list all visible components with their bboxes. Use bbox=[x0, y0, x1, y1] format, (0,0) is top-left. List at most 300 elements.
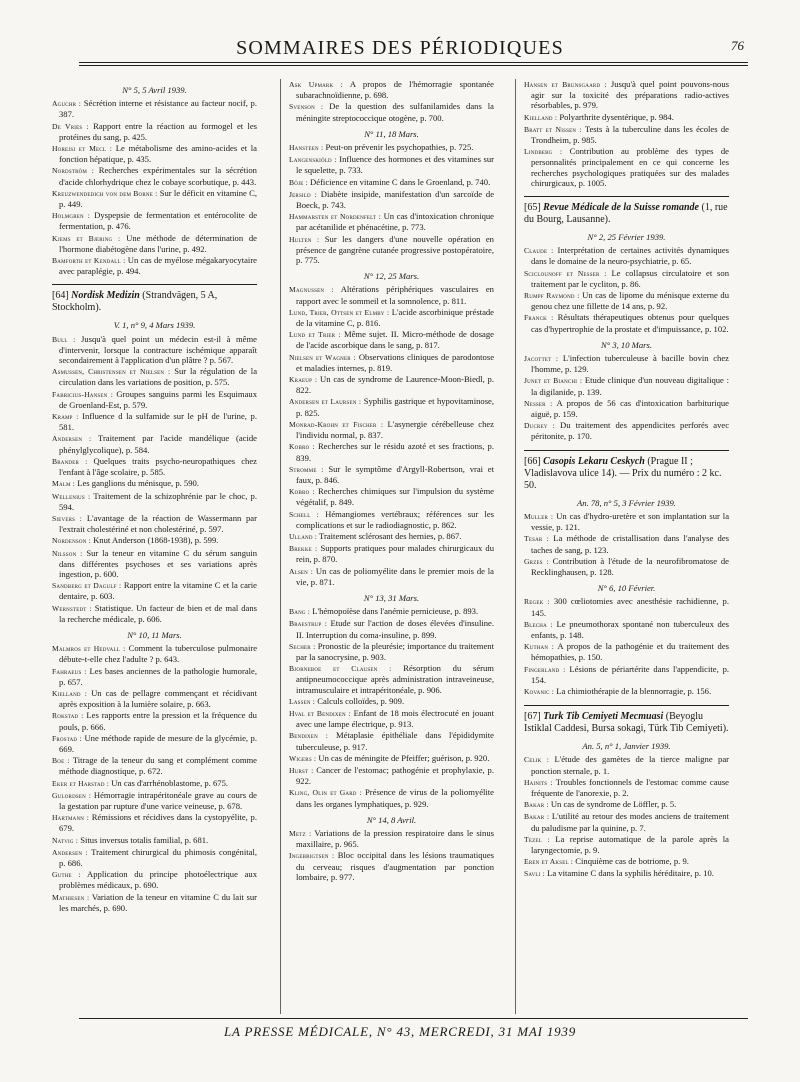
article-authors: Savli : bbox=[524, 869, 545, 879]
article-entry bbox=[52, 478, 257, 489]
article-authors: Kjems et Bjering : bbox=[52, 233, 121, 243]
article-entry bbox=[289, 641, 494, 662]
article-authors: Sciclounoff et Nesser : bbox=[524, 268, 607, 278]
article-entry bbox=[524, 146, 729, 188]
article-authors: Gulordsen : bbox=[52, 790, 92, 800]
article-entry bbox=[52, 666, 257, 687]
article-authors: Bratt et Nissen : bbox=[524, 124, 582, 134]
article-title: Statistique. Un facteur de bien et de mal dans la recherche médicale, p. 606. bbox=[59, 602, 257, 624]
column-divider bbox=[280, 79, 281, 1014]
article-entry bbox=[52, 548, 257, 580]
article-title: Cinquième cas de botriome, p. 9. bbox=[575, 856, 689, 867]
issue-heading: N° 14, 8 Avril. bbox=[366, 814, 417, 825]
column-2 bbox=[289, 79, 494, 1014]
article-entry bbox=[52, 165, 257, 186]
article-authors: Kielland : bbox=[52, 688, 88, 698]
article-entry bbox=[52, 389, 257, 410]
article-authors: Nordenson : bbox=[52, 536, 91, 546]
article-title: Contribution à l'étude de la neurofibromatose de Recklinghausen, p. 128. bbox=[531, 555, 729, 577]
article-authors: Celik : bbox=[524, 755, 550, 765]
article-authors: Jacottet : bbox=[524, 354, 559, 364]
article-title: Un cas d'intoxication chronique par acétanilide et phénacétine, p. 773. bbox=[296, 211, 494, 233]
page-title: SOMMAIRES DES PÉRIODIQUES bbox=[236, 37, 564, 59]
article-title: Rémissions et récidives dans la cystopyélite, p. 679. bbox=[59, 812, 257, 834]
article-title: Présence de virus de la poliomyélite dans les organes lymphatiques, p. 929. bbox=[296, 787, 494, 809]
article-entry bbox=[524, 79, 729, 111]
article-authors: Kielland : bbox=[524, 112, 558, 122]
article-authors: Eren et Aksel : bbox=[524, 857, 574, 867]
article-entry bbox=[289, 329, 494, 350]
article-authors: Böje : bbox=[289, 177, 308, 187]
article-title: Le collapsus circulatoire et son traitement par le cycliton, p. 86. bbox=[531, 267, 729, 289]
article-entry bbox=[524, 375, 729, 396]
article-title: Bloc occipital dans les lésions traumatiques du cerveau; risques d'augmentation par ponction lombaire, p. 977. bbox=[296, 850, 494, 882]
article-entry bbox=[52, 334, 257, 366]
article-title: Recherches sur le résidu azoté et ses fractions, p. 839. bbox=[296, 441, 494, 463]
article-title: Sur le symptôme d'Argyll-Robertson, vrai et faux, p. 846. bbox=[296, 463, 494, 485]
article-authors: Junet et Bianchi : bbox=[524, 376, 583, 386]
article-authors: Schell : bbox=[289, 509, 319, 519]
article-title: Rapport entre la réaction au formogel et les protéines du sang, p. 425. bbox=[59, 120, 257, 142]
article-authors: Fabricius-Hansen : bbox=[52, 389, 114, 399]
article-title: La vitamine C dans la syphilis héréditaire, p. 10. bbox=[547, 868, 714, 879]
article-title: 300 cœliotomies avec anesthésie rachidienne, p. 145. bbox=[531, 596, 729, 618]
article-authors: Horejsi et Mecl : bbox=[52, 144, 113, 154]
article-title: Un cas de méningite de Pfeiffer; guérison, p. 920. bbox=[318, 752, 490, 763]
article-authors: Wigers : bbox=[289, 753, 317, 763]
issue-heading: V. 1, n° 9, 4 Mars 1939. bbox=[113, 320, 196, 331]
article-entry bbox=[289, 606, 494, 617]
article-authors: Bakar : bbox=[524, 812, 550, 822]
article-title: L'utilité au retour des modes anciens de traitement du paludisme par la quinine, p. 7. bbox=[531, 811, 729, 833]
article-entry bbox=[524, 112, 729, 123]
column-3 bbox=[524, 79, 729, 1014]
article-authors: Regek : bbox=[524, 597, 550, 607]
journal-name: Casopis Lekaru Ceskych bbox=[543, 455, 645, 467]
article-authors: Grzes : bbox=[524, 556, 549, 566]
article-entry bbox=[289, 618, 494, 639]
article-authors: Hansteen : bbox=[289, 143, 324, 153]
article-entry bbox=[289, 142, 494, 153]
article-authors: Rumpf Raymond : bbox=[524, 291, 580, 301]
article-title: Interprétation de certaines activités dynamiques dans le domaine de la neuro-psychiatrie, p. 65. bbox=[531, 245, 729, 267]
article-title: Les bases anciennes de la pathologie humorale, p. 657. bbox=[59, 665, 257, 687]
article-authors: Asmussen, Christensen et Nielsen : bbox=[52, 367, 171, 377]
article-title: Résorption du sérum antipneumococcique après administration intraveineuse, intramusculaire et intrapéritonéale, p. 906. bbox=[296, 663, 494, 695]
article-authors: Kling, Olin et Gard : bbox=[289, 788, 362, 798]
article-authors: Nesser : bbox=[524, 398, 553, 408]
article-entry bbox=[52, 98, 257, 119]
article-authors: Boe : bbox=[52, 756, 70, 766]
article-title: Le pneumothorax spontané non tuberculeux des enfants, p. 148. bbox=[531, 618, 729, 640]
article-entry bbox=[52, 143, 257, 164]
article-entry bbox=[52, 755, 257, 776]
article-title: Peut-on prévenir les psychopathies, p. 725. bbox=[325, 142, 474, 153]
journal-address: (Beyoglu Istiklal Caddesi, Bursa sokagi, Türk Tib Cemiyeti). bbox=[524, 711, 729, 735]
article-entry bbox=[52, 710, 257, 731]
article-title: Un cas de pellagre commençant et récidivant après exposition à la lumière solaire, p. 663. bbox=[59, 687, 257, 710]
article-title: Un cas de poliomyélite dans le premier mois de la vie, p. 871. bbox=[296, 565, 494, 587]
article-title: Groupes sanguins parmi les Esquimaux de Groenland-Est, p. 579. bbox=[59, 388, 257, 410]
article-authors: Bakar : bbox=[524, 800, 549, 810]
article-entry bbox=[52, 790, 257, 811]
article-entry bbox=[289, 419, 494, 440]
article-entry bbox=[524, 834, 729, 855]
article-authors: Langenskiöld : bbox=[289, 155, 337, 165]
journal-number: [65] bbox=[524, 202, 541, 214]
article-title: L'avantage de la réaction de Wassermann par l'extrait cholestériné et non cholestériné, p. 597. bbox=[59, 512, 257, 535]
article-title: Traitement par l'acide mandélique (acide phénylglycolique), p. 584. bbox=[59, 433, 257, 455]
article-entry bbox=[52, 778, 257, 789]
page-footer: LA PRESSE MÉDICALE, N° 43, MERCREDI, 31 MAI 1939 bbox=[223, 1024, 577, 1039]
article-title: L'acide ascorbinique préstade de la vitamine C, p. 816. bbox=[296, 306, 494, 329]
article-entry bbox=[289, 284, 494, 305]
journal-heading bbox=[524, 196, 729, 226]
article-entry bbox=[289, 177, 494, 188]
article-title: Métaplasie épithéliale dans l'épididymite tuberculeuse, p. 917. bbox=[296, 730, 494, 752]
issue-heading: N° 2, 25 Février 1939. bbox=[587, 232, 666, 243]
article-entry bbox=[524, 245, 729, 266]
article-authors: Kraeup : bbox=[289, 375, 318, 385]
article-authors: Lindberg : bbox=[524, 147, 563, 157]
article-entry bbox=[524, 641, 729, 662]
article-authors: Eker et Harstad : bbox=[52, 778, 110, 788]
article-authors: Kramp : bbox=[52, 412, 79, 422]
article-entry bbox=[289, 396, 494, 417]
article-authors: Tezel : bbox=[524, 834, 550, 844]
article-title: Jusqu'à quel point un médecin est-il à même d'intervenir, lorsque la contracture ischémique apparaît secondairement à l'application d'un plâtre ? p. 567. bbox=[59, 333, 257, 366]
article-authors: Malmros et Hedvall : bbox=[52, 644, 126, 654]
article-title: Diabète insipide, manifestation d'un sarcoïde de Boeck, p. 743. bbox=[296, 188, 494, 211]
article-authors: Blecha : bbox=[524, 619, 553, 629]
article-entry bbox=[524, 533, 729, 554]
article-authors: Guthe : bbox=[52, 870, 81, 880]
article-entry bbox=[289, 765, 494, 786]
article-entry bbox=[52, 892, 257, 913]
article-entry bbox=[524, 799, 729, 810]
article-title: Troubles fonctionnels de l'estomac comme cause fréquente de l'anorexie, p. 2. bbox=[531, 776, 729, 798]
issue-heading: N° 11, 18 Mars. bbox=[364, 128, 419, 139]
article-authors: Franck : bbox=[524, 313, 554, 323]
article-authors: Magnussen : bbox=[289, 285, 334, 295]
article-entry bbox=[524, 556, 729, 577]
article-entry bbox=[289, 189, 494, 210]
article-title: Syphilis gastrique et hypovitaminose, p. 825. bbox=[296, 396, 494, 418]
article-title: Hémangiomes vertébraux; références sur les complications et sur le radiodiagnostic, p. 862. bbox=[296, 508, 494, 530]
article-authors: Svenson : bbox=[289, 102, 324, 112]
article-title: Influence d la sulfamide sur le pH de l'urine, p. 581. bbox=[59, 411, 257, 433]
article-entry bbox=[52, 535, 257, 546]
article-title: Variation de la teneur en vitamine C du lait sur les marchés, p. 690. bbox=[59, 891, 257, 913]
article-entry bbox=[289, 730, 494, 751]
article-entry bbox=[52, 643, 257, 664]
article-entry bbox=[524, 124, 729, 145]
article-title: Une méthode rapide de mesure de la glycémie, p. 669. bbox=[59, 732, 257, 754]
article-entry bbox=[52, 688, 257, 709]
article-title: Même sujet. II. Micro-méthode de dosage de l'acide ascorbique dans le sang, p. 817. bbox=[296, 329, 494, 351]
article-authors: Frostad : bbox=[52, 733, 82, 743]
article-title: Un cas de syndrome de Löffler, p. 5. bbox=[550, 799, 677, 810]
article-authors: Tesar : bbox=[524, 534, 549, 544]
article-authors: Brander : bbox=[52, 456, 88, 466]
article-authors: Rokstad : bbox=[52, 711, 84, 721]
article-authors: Natvig : bbox=[52, 835, 79, 845]
article-title: Variations de la pression respiratoire dans le sinus maxillaire, p. 965. bbox=[296, 828, 494, 850]
article-authors: Kobro : bbox=[289, 487, 315, 497]
article-authors: Fahraeus : bbox=[52, 666, 87, 676]
article-entry bbox=[289, 464, 494, 485]
article-entry bbox=[52, 411, 257, 432]
article-authors: Hartmann : bbox=[52, 813, 90, 823]
article-title: Un cas de myélose mégakaryocytaire avec paraplégie, p. 494. bbox=[59, 255, 257, 277]
article-entry bbox=[524, 511, 729, 532]
article-authors: Brekke : bbox=[289, 544, 318, 554]
article-title: Application du principe photoélectrique aux problèmes médicaux, p. 690. bbox=[59, 869, 257, 891]
article-authors: Kovanic : bbox=[524, 686, 555, 696]
article-entry bbox=[289, 374, 494, 395]
article-entry bbox=[52, 456, 257, 477]
article-title: Pronostic de la pleurésie; importance du traitement par la sanocrysine, p. 903. bbox=[296, 640, 494, 662]
article-authors: Secher : bbox=[289, 641, 316, 651]
article-title: Altérations périphériques vasculaires en rapport avec le sommeil et la somnolence, p. 811. bbox=[296, 284, 494, 306]
article-authors: Kobro : bbox=[289, 442, 315, 452]
journal-name: Nordisk Medizin bbox=[71, 290, 140, 302]
article-entry bbox=[524, 868, 729, 879]
article-authors: Kuthan : bbox=[524, 642, 555, 652]
article-title: A propos de la pathogénie et du traitement des hémopathies, p. 150. bbox=[531, 641, 729, 663]
article-title: Etude sur l'action de doses élevées d'insuline. II. Interruption du coma-insuline, p. 899. bbox=[296, 618, 494, 640]
article-entry bbox=[289, 543, 494, 564]
article-title: Sur les dangers d'une nouvelle opération en présence de gangrène cutanée progressive postopératoire, p. 775. bbox=[296, 233, 494, 266]
article-entry bbox=[52, 366, 257, 387]
article-authors: Metz : bbox=[289, 829, 312, 838]
issue-heading: N° 10, 11 Mars. bbox=[127, 629, 182, 640]
article-entry bbox=[289, 154, 494, 175]
journal-heading bbox=[524, 450, 729, 492]
article-entry bbox=[524, 754, 729, 775]
article-title: Comment la tuberculose pulmonaire débute-t-elle chez l'adulte ? p. 643. bbox=[59, 643, 257, 665]
page-number: 76 bbox=[731, 38, 744, 53]
article-entry bbox=[289, 850, 494, 882]
article-title: Etude clinique d'un nouveau digitalique : la digilanide, p. 139. bbox=[531, 375, 729, 397]
article-entry bbox=[289, 566, 494, 587]
article-entry bbox=[52, 513, 257, 534]
article-entry bbox=[289, 211, 494, 232]
journal-heading bbox=[524, 705, 729, 735]
article-title: A propos de l'hémorragie spontanée subarachnoïdienne, p. 698. bbox=[296, 79, 494, 101]
article-authors: Andersen : bbox=[52, 847, 88, 857]
article-entry bbox=[289, 441, 494, 462]
article-title: Le métabolisme des amino-acides et la fonction hépatique, p. 435. bbox=[59, 143, 257, 165]
article-entry bbox=[524, 290, 729, 311]
article-entry bbox=[289, 708, 494, 729]
article-title: Titrage de la teneur du sang et complément comme méthode diagnostique, p. 672. bbox=[59, 755, 257, 777]
issue-heading: N° 12, 25 Mars. bbox=[363, 271, 420, 282]
article-authors: Nilsson : bbox=[52, 548, 83, 558]
issue-heading: N° 5, 5 Avril 1939. bbox=[122, 85, 187, 95]
article-authors: Wernstedt : bbox=[52, 603, 92, 613]
article-authors: Hval et Bendixen : bbox=[289, 708, 351, 718]
article-authors: Jersild : bbox=[289, 189, 317, 199]
article-entry bbox=[524, 268, 729, 289]
article-entry bbox=[524, 777, 729, 798]
issue-heading: N° 3, 10 Mars. bbox=[601, 339, 652, 350]
article-entry bbox=[289, 663, 494, 695]
article-authors: Sievers : bbox=[52, 513, 83, 523]
article-authors: Nordström : bbox=[52, 166, 95, 176]
journal-address: (Strandvägen, 5 A, Stockholm). bbox=[52, 290, 218, 314]
article-entry bbox=[289, 486, 494, 507]
article-title: Traitement sclérosant des hernies, p. 867. bbox=[319, 530, 462, 541]
column-1 bbox=[52, 79, 257, 1014]
journal-heading bbox=[52, 284, 257, 314]
article-title: Jusqu'à quel point pouvons-nous agir sur la toxicité des préparations radio-actives résorbables, p. 979. bbox=[531, 79, 729, 111]
article-title: Enfant de 18 mois électrocuté en jouant avec une lampe électrique, p. 913. bbox=[296, 707, 494, 730]
article-authors: Ducrey : bbox=[524, 421, 555, 431]
article-entry bbox=[52, 121, 257, 142]
article-entry bbox=[52, 255, 257, 276]
article-entry bbox=[289, 234, 494, 266]
column-divider bbox=[515, 79, 516, 1014]
article-authors: Aguchr : bbox=[52, 99, 82, 109]
article-title: L'infection tuberculeuse à bacille bovin chez l'homme, p. 129. bbox=[531, 353, 729, 375]
article-entry bbox=[289, 787, 494, 808]
article-title: Recherches chimiques sur l'impulsion du système végétalif, p. 849. bbox=[296, 486, 494, 508]
article-title: Les ganglions du ménisque, p. 590. bbox=[77, 478, 199, 489]
journal-number: [64] bbox=[52, 290, 69, 302]
article-title: Un cas de syndrome de Laurence-Moon-Biedl, p. 822. bbox=[296, 374, 494, 396]
article-entry bbox=[289, 352, 494, 373]
article-authors: Hurst : bbox=[289, 765, 314, 775]
article-authors: Ulland : bbox=[289, 531, 318, 541]
article-authors: Claude : bbox=[524, 246, 554, 256]
article-title: Sur la teneur en vitamine C du sérum sanguin dans différentes psychoses et ses variations après ingestion, p. 600. bbox=[59, 547, 257, 579]
journal-number: [67] bbox=[524, 711, 541, 723]
article-authors: Braestrup : bbox=[289, 619, 328, 629]
article-authors: Stromme : bbox=[289, 464, 324, 474]
article-authors: De Vries : bbox=[52, 121, 89, 131]
article-title: Quelques traits psycho-neuropathiques chez l'enfant à l'âge scolaire, p. 585. bbox=[59, 455, 257, 478]
article-authors: Hainits : bbox=[524, 777, 553, 787]
article-entry bbox=[289, 753, 494, 764]
header-rule bbox=[79, 62, 748, 63]
article-authors: Fingerland : bbox=[524, 664, 566, 674]
journal-name: Revue Médicale de la Suisse romande bbox=[543, 202, 699, 214]
issue-heading: N° 13, 31 Mars. bbox=[363, 592, 420, 603]
article-entry bbox=[524, 619, 729, 640]
article-title: Contribution au problème des types de personnalités principalement en ce qui concerne les recherches psychologiques pratiquées sur des malades chirurgicaux, p. 1005. bbox=[531, 146, 729, 188]
article-entry bbox=[52, 835, 257, 846]
article-authors: Holmgren : bbox=[52, 211, 91, 221]
article-title: Rapport entre la vitamine C et la carie dentaire, p. 603. bbox=[59, 580, 257, 602]
article-title: A propos de 56 cas d'intoxication barbiturique aiguë, p. 159. bbox=[531, 397, 729, 420]
article-title: La reprise automatique de la parole après la laryngectomie, p. 9. bbox=[531, 833, 729, 855]
article-title: Hémorragie intrapéritonéale grave au cours de la gestation par rupture d'une varice veineuse, p. 678. bbox=[59, 789, 257, 811]
article-entry bbox=[524, 664, 729, 685]
article-entry bbox=[524, 312, 729, 333]
article-entry bbox=[52, 233, 257, 254]
header-rule-thin bbox=[79, 65, 748, 66]
issue-heading: An. 5, n° 1, Janvier 1939. bbox=[582, 741, 671, 752]
article-entry bbox=[289, 79, 494, 100]
article-title: Situs inversus totalis familial, p. 681. bbox=[80, 834, 209, 845]
article-entry bbox=[524, 353, 729, 374]
article-entry bbox=[52, 733, 257, 754]
article-title: Du traitement des appendicites perforés avec péritonite, p. 170. bbox=[531, 420, 729, 442]
article-authors: Andersen et Laursen : bbox=[289, 397, 362, 407]
footer-rule bbox=[79, 1018, 748, 1019]
article-authors: Hammarsten et Nordenfelt : bbox=[289, 212, 381, 222]
article-title: Un cas d'arrhénoblastome, p. 675. bbox=[111, 777, 229, 788]
article-entry bbox=[52, 603, 257, 624]
article-entry bbox=[289, 828, 494, 849]
article-entry bbox=[289, 696, 494, 707]
article-title: L'étude des gamètes de la tierce maligne par ponction sternale, p. 1. bbox=[531, 754, 729, 776]
article-entry bbox=[52, 847, 257, 868]
article-title: Supports pratiques pour malades chirurgicaux du rein, p. 870. bbox=[296, 543, 494, 565]
article-authors: Hansen et Brunsgaard : bbox=[524, 80, 607, 89]
article-entry bbox=[524, 398, 729, 419]
article-title: Les rapports entre la pression et la fréquence du pouls, p. 666. bbox=[59, 710, 257, 732]
article-entry bbox=[52, 812, 257, 833]
article-entry bbox=[52, 210, 257, 231]
article-authors: Sandberg et Dagulf : bbox=[52, 581, 122, 591]
article-title: Résultats thérapeutiques obtenus pour quelques cas d'hypertrophie de la prostate et d'impuissance, p. 102. bbox=[531, 312, 729, 334]
article-entry bbox=[289, 531, 494, 542]
article-title: Polyarthrite dysentérique, p. 984. bbox=[559, 111, 674, 122]
article-entry bbox=[52, 433, 257, 454]
article-entry bbox=[524, 811, 729, 832]
article-authors: Bendixen : bbox=[289, 731, 329, 741]
article-authors: Lund, Trier, Ottsen et Elmby : bbox=[289, 307, 390, 317]
article-title: L'hémopoïèse dans l'anémie pernicieuse, p. 893. bbox=[312, 606, 479, 617]
journal-address: (1, rue du Bourg, Lausanne). bbox=[524, 202, 728, 226]
article-title: Un cas d'hydro-uretère et son implantation sur la vessie, p. 121. bbox=[531, 510, 729, 533]
journal-address: (Prague II ; Vladislavova ulice 14). — Prix du numéro : 2 kc. 50. bbox=[524, 455, 722, 491]
article-authors: Ask Upmark : bbox=[289, 80, 343, 89]
issue-heading: N° 6, 10 Février. bbox=[597, 583, 656, 594]
article-title: Déficience en vitamine C dans le Groenland, p. 740. bbox=[310, 176, 491, 187]
article-title: L'asynergie cérébelleuse chez l'individu normal, p. 837. bbox=[296, 418, 494, 441]
article-title: Une méthode de détermination de l'hormone diabétogène dans l'urine, p. 492. bbox=[59, 232, 257, 254]
article-entry bbox=[524, 420, 729, 441]
article-title: Sécrétion interne et résistance au facteur nocif, p. 387. bbox=[59, 98, 257, 120]
article-title: Cancer de l'estomac; pathogénie et prophylaxie, p. 922. bbox=[296, 764, 494, 787]
article-title: La méthode de cristallisation dans l'analyse des taches de sang, p. 123. bbox=[531, 533, 729, 555]
issue-heading: An. 78, n° 5, 3 Février 1939. bbox=[577, 497, 676, 508]
article-title: Traitement chirurgical du phimosis congénital, p. 686. bbox=[59, 846, 257, 868]
article-entry bbox=[524, 856, 729, 867]
article-title: Tests à la tuberculine dans les écoles de Trondheim, p. 985. bbox=[531, 123, 729, 146]
article-authors: Bamforth et Kendall : bbox=[52, 256, 126, 266]
article-authors: Bull : bbox=[52, 334, 76, 344]
article-authors: Muller : bbox=[524, 511, 554, 521]
article-authors: Wellenius : bbox=[52, 491, 91, 501]
article-title: De la question des sulfanilamides dans la méningite streptococcique otogène, p. 700. bbox=[296, 101, 494, 123]
article-entry bbox=[289, 307, 494, 328]
article-authors: Malm : bbox=[52, 479, 76, 489]
article-authors: Lassen : bbox=[289, 696, 316, 706]
article-title: Lésions de périartérite dans l'appendicite, p. 154. bbox=[531, 663, 729, 685]
article-title: Recherches expérimentales sur la sécrétion d'acide chlorhydrique chez le cobaye scorbutique, p. 443. bbox=[59, 165, 257, 187]
article-entry bbox=[289, 509, 494, 530]
article-authors: Ingebrigtsen : bbox=[289, 851, 335, 861]
article-title: Dyspepsie de fermentation et entérocolite de fermentation, p. 476. bbox=[59, 210, 257, 232]
article-title: Un cas de lipome du ménisque externe du genou chez une fillette de 14 ans, p. 92. bbox=[531, 290, 729, 312]
article-entry bbox=[52, 491, 257, 512]
article-authors: Bjorneboe et Clausen : bbox=[289, 664, 392, 674]
article-title: Observations cliniques de parodontose et maladies internes, p. 819. bbox=[296, 351, 494, 373]
